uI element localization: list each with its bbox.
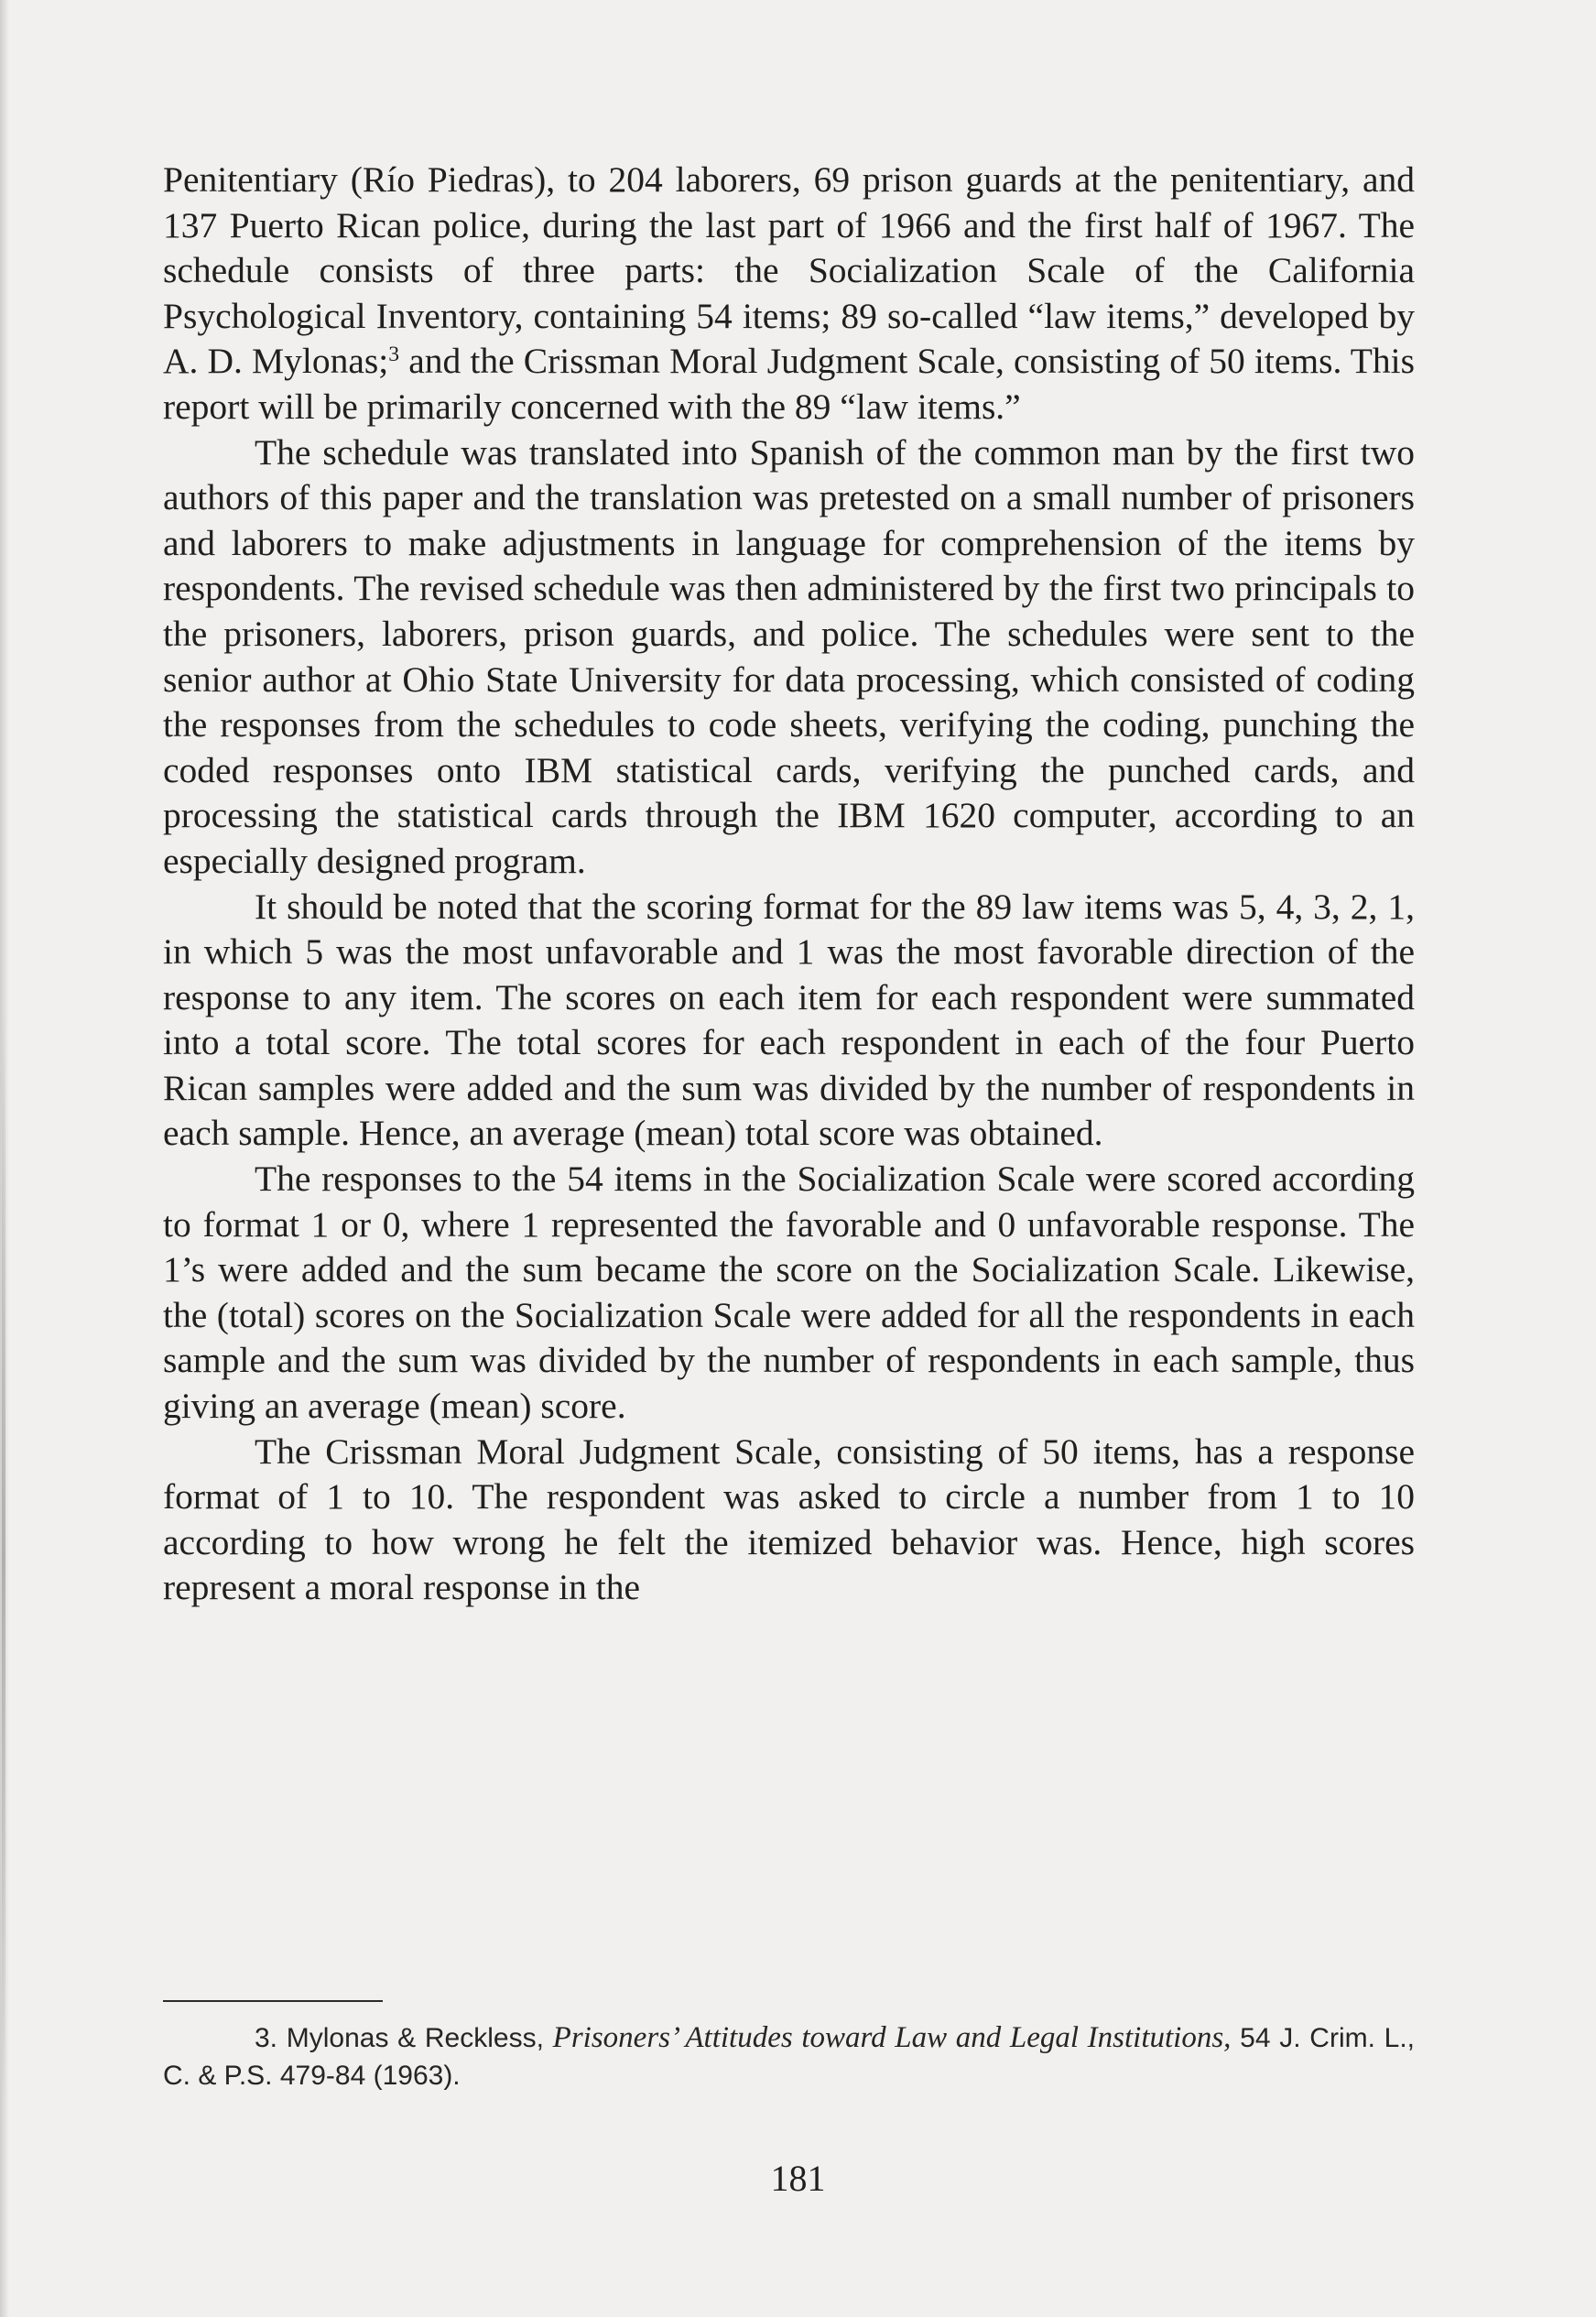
paragraph-1-text: Penitentiary (Río Piedras), to 204 laborers, 69 prison guards at the penitentiary, and 137 Puerto Rican police, during the last part of 1966 and the first half of 1967. The schedule consists of three parts: the Socialization Scale of the California Psychological Inventory, containing 54 items; 89 so-called “law items,” developed by A. D. Mylonas; — [163, 159, 1415, 382]
paragraph-1-tail: and the Crissman Moral Judgment Scale, consisting of 50 items. This report will be primarily concerned with the 89 “law items.” — [163, 341, 1415, 427]
footnote-authors: Mylonas & Reckless, — [277, 2023, 553, 2053]
footnote-number: 3. — [255, 2023, 278, 2053]
paragraph-1 — [163, 158, 1415, 430]
paragraph-2: The schedule was translated into Spanish of the common man by the first two authors of this paper and the translation was pretested on a small number of prisoners and laborers to make adjustments in language for comprehension of the items by respondents. The revised schedule was then administered by the first two principals to the prisoners, laborers, prison guards, and police. The schedules were sent to the senior author at Ohio State University for data processing, which consisted of coding the responses from the schedules to code sheets, verifying the coding, punching the coded responses onto IBM statistical cards, verifying the punched cards, and processing the statistical cards through the IBM 1620 computer, according to an especially designed program. — [163, 431, 1415, 881]
body-text — [163, 158, 1415, 1611]
page-edge-shadow — [2, 1007, 5, 2106]
footnote-3 — [163, 2019, 1415, 2094]
footnote-divider — [163, 2000, 383, 2002]
paragraph-4: The responses to the 54 items in the Socialization Scale were scored according to format 1 or 0, where 1 represented the favorable and 0 unfavorable response. The 1’s were added and the sum became the score on the Socialization Scale. Likewise, the (total) scores on the Socialization Scale were added for all the respondents in each sample and the sum was divided by the number of respondents in each sample, thus giving an average (mean) score. — [163, 1158, 1415, 1427]
page-number: 181 — [770, 2158, 826, 2199]
paragraph-5: The Crissman Moral Judgment Scale, consisting of 50 items, has a response format of 1 to 10. The respondent was asked to circle a number from 1 to 10 according to how wrong he felt the itemized behavior was. Hence, high scores represent a moral response in the — [163, 1430, 1415, 1608]
footnote-title: Prisoners’ Attitudes toward Law and Legal Institutions, — [552, 2021, 1232, 2054]
footnote-reference-3[interactable]: 3 — [388, 343, 400, 367]
footnote-citation: 54 J. Crim. L., C. & P.S. 479-84 (1963). — [163, 2023, 1416, 2091]
paragraph-3: It should be noted that the scoring format for the 89 law items was 5, 4, 3, 2, 1, in which 5 was the most unfavorable and 1 was the most favorable direction of the response to any item. The scores on each item for each respondent were summated into a total score. The total scores for each respondent in each of the four Puerto Rican samples were added and the sum was divided by the number of respondents in each sample. Hence, an average (mean) total score was obtained. — [163, 886, 1415, 1154]
